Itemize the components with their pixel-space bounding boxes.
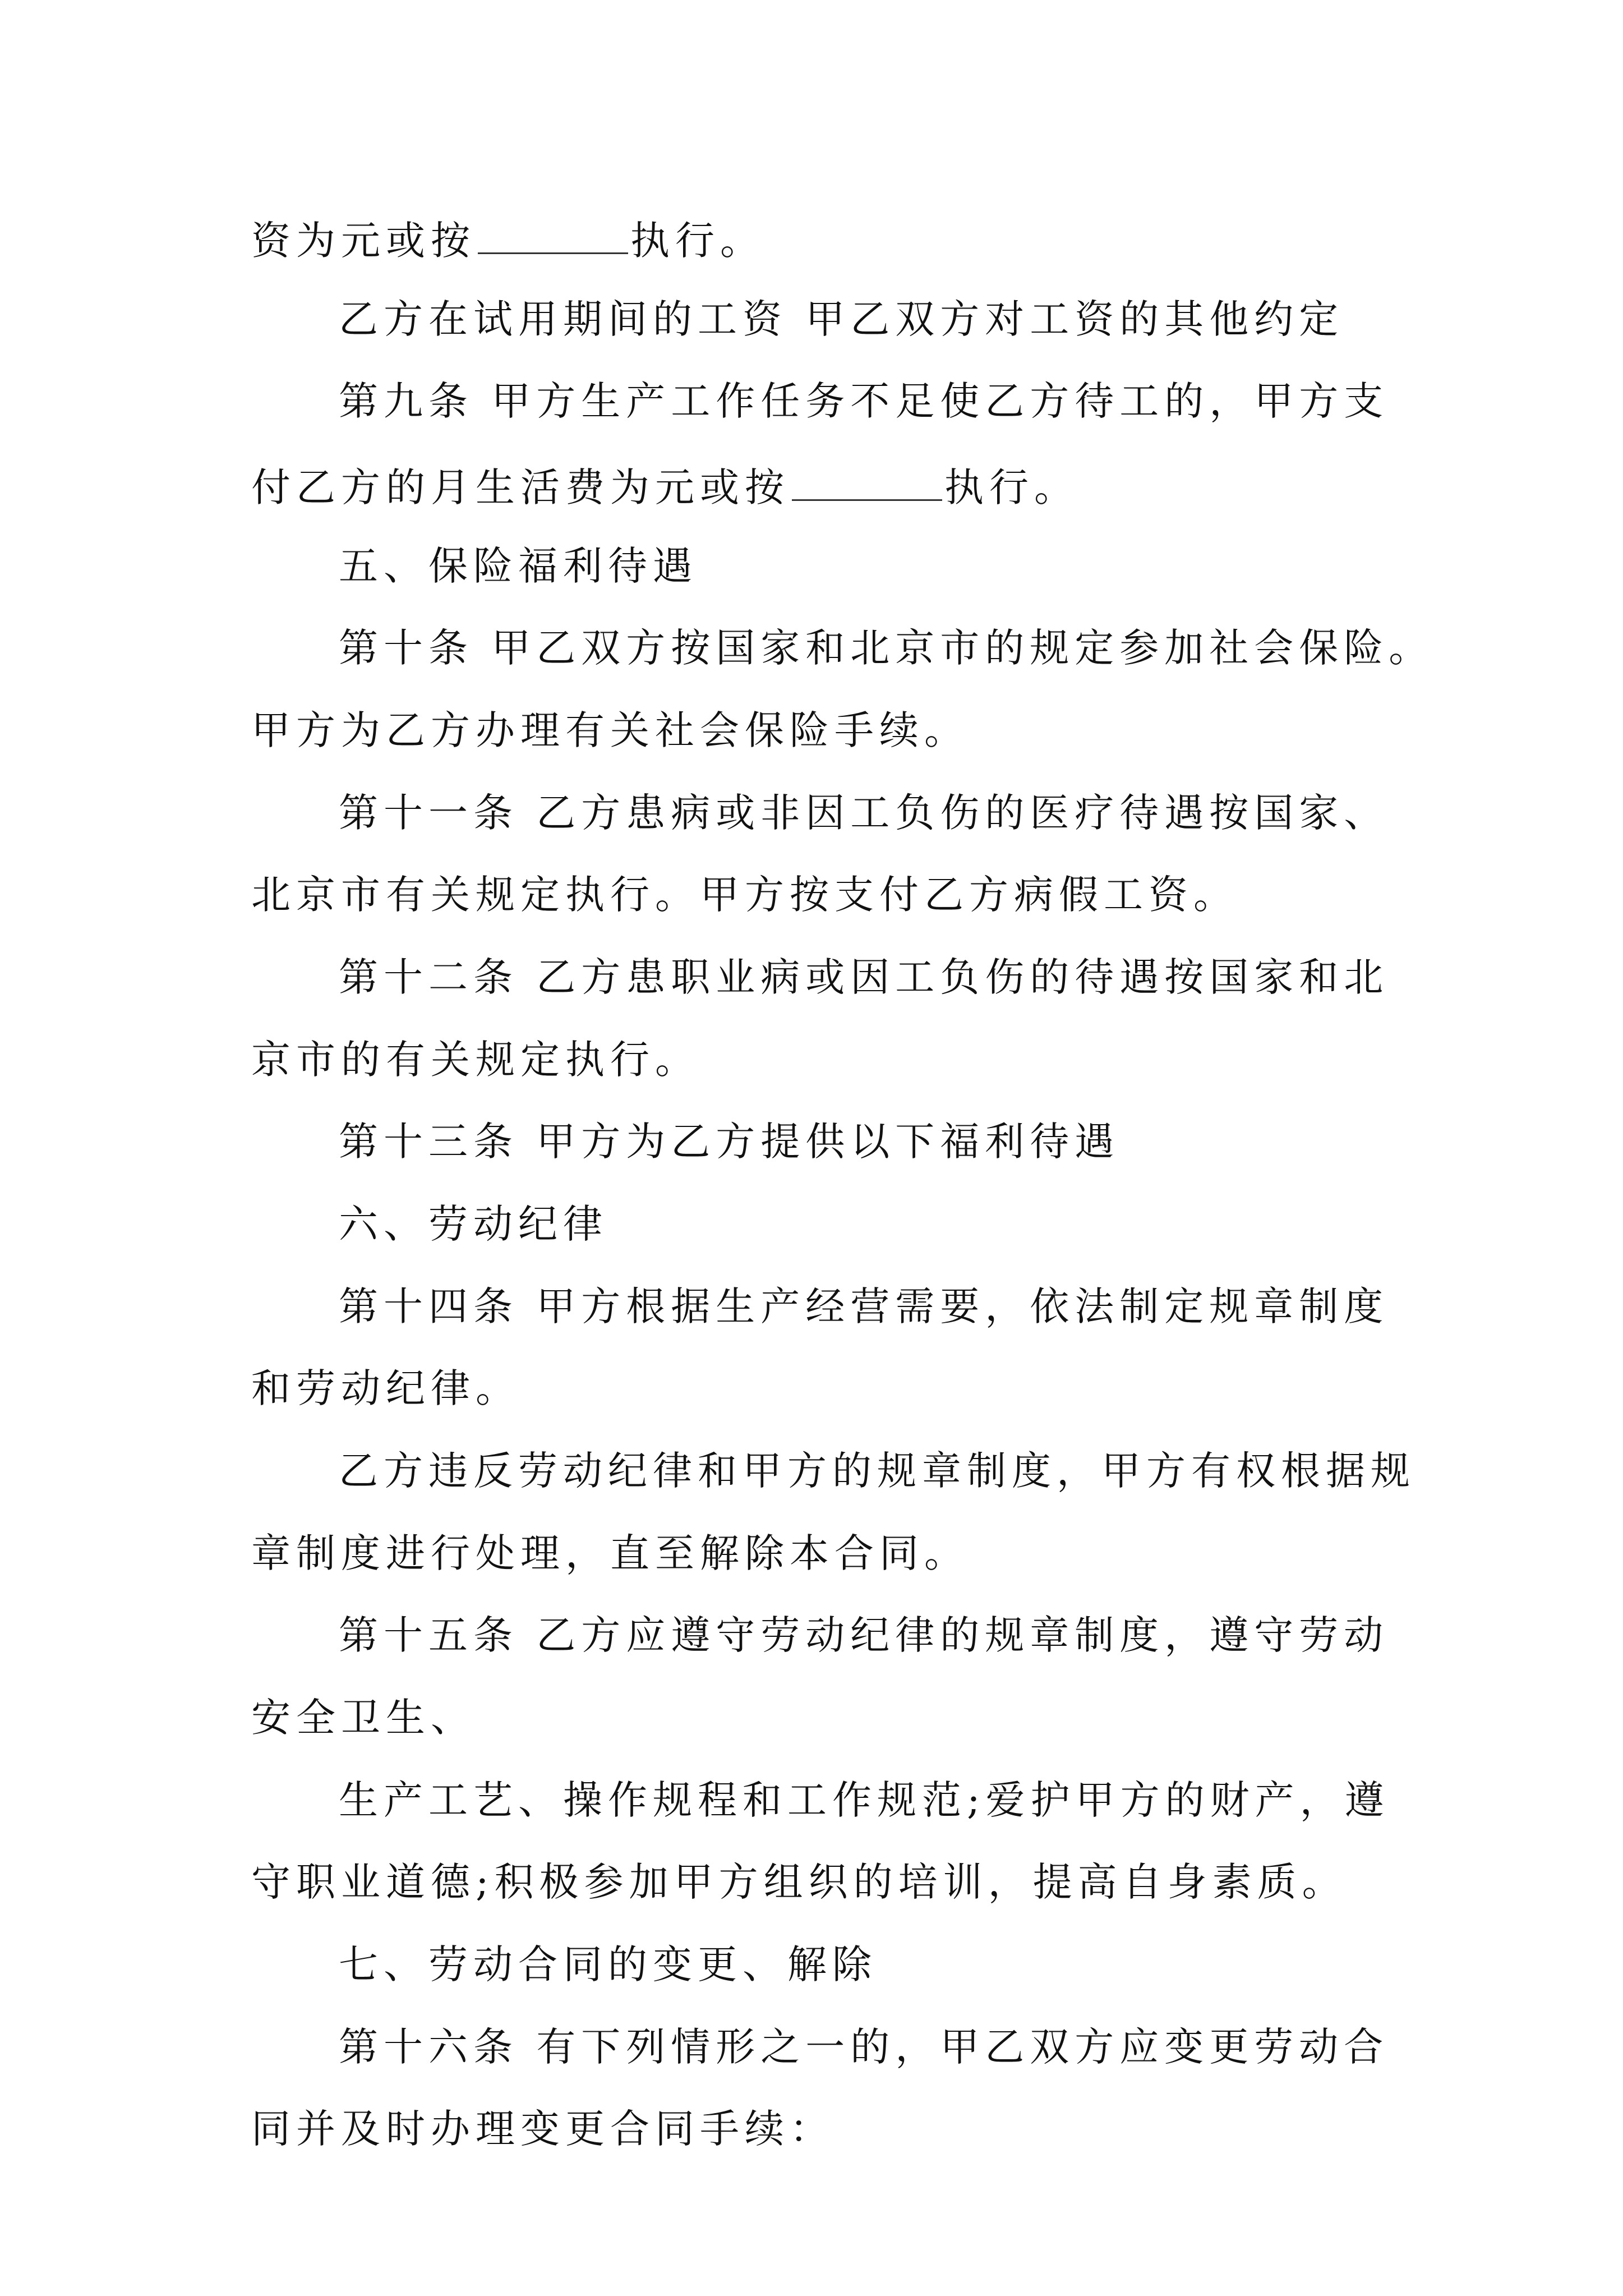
paragraph-line: 和劳动纪律。 [251,1365,520,1411]
text-segment: 付乙方的月生活费为元或按 [251,464,790,510]
paragraph-line: 第十四条 甲方根据生产经营需要，依法制定规章制度 [339,1283,1389,1329]
section-heading: 五、保险福利待遇 [339,543,698,589]
paragraph-line: 第十二条 乙方患职业病或因工负伤的待遇按国家和北 [339,954,1389,1000]
paragraph-line: 章制度进行处理，直至解除本合同。 [251,1530,969,1576]
section-heading: 七、劳动合同的变更、解除 [339,1941,877,1987]
paragraph-line: 安全卫生、 [251,1695,476,1741]
paragraph-line [251,460,1079,511]
text-segment: 执行。 [630,218,765,264]
paragraph-line: 第十条 甲乙双方按国家和北京市的规定参加社会保险。 [339,625,1434,671]
blank-fill-line [478,213,628,254]
paragraph-line: 同并及时办理变更合同手续： [251,2106,834,2152]
text-segment: 执行。 [944,464,1079,510]
paragraph-line: 乙方在试用期间的工资 甲乙双方对工资的其他约定 [339,296,1344,342]
section-heading: 六、劳动纪律 [339,1201,608,1247]
paragraph-line: 甲方为乙方办理有关社会保险手续。 [251,707,969,753]
paragraph-line: 第九条 甲方生产工作任务不足使乙方待工的，甲方支 [339,378,1389,424]
text-segment: 资为元或按 [251,218,476,264]
paragraph-line: 守职业道德;积极参加甲方组织的培训，提高自身素质。 [251,1859,1347,1905]
paragraph-line: 京市的有关规定执行。 [251,1037,700,1083]
paragraph-line: 北京市有关规定执行。甲方按支付乙方病假工资。 [251,872,1238,918]
paragraph-line [251,213,765,264]
paragraph-line: 生产工艺、操作规程和工作规范;爱护甲方的财产，遵 [339,1777,1390,1823]
paragraph-line: 第十六条 有下列情形之一的，甲乙双方应变更劳动合 [339,2024,1389,2070]
paragraph-line: 乙方违反劳动纪律和甲方的规章制度，甲方有权根据规 [339,1448,1415,1494]
blank-fill-line [792,460,942,501]
paragraph-line: 第十五条 乙方应遵守劳动纪律的规章制度，遵守劳动 [339,1612,1389,1658]
paragraph-line: 第十三条 甲方为乙方提供以下福利待遇 [339,1119,1120,1165]
paragraph-line: 第十一条 乙方患病或非因工负伤的医疗待遇按国家、 [339,790,1389,836]
